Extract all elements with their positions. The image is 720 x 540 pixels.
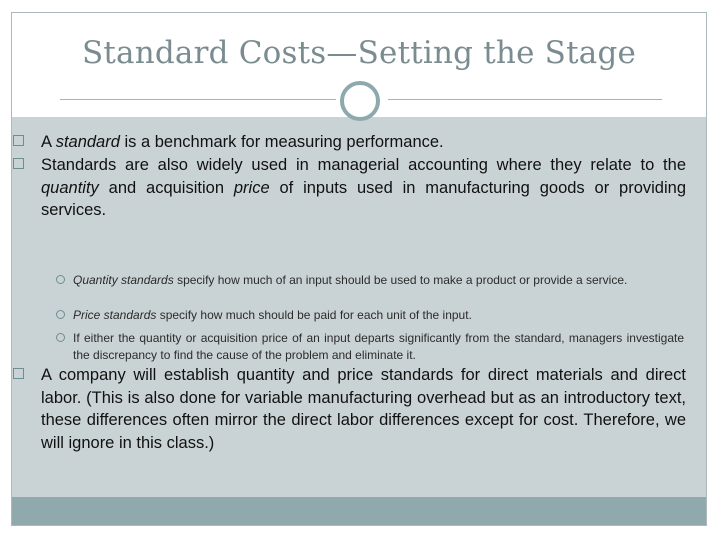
sub-bullet-price-standards — [73, 307, 684, 324]
text-run: is a benchmark for measuring performance. — [119, 133, 444, 151]
emphasis-text: standard — [55, 133, 120, 151]
emphasis-text: quantity — [41, 178, 99, 197]
ring-bullet-icon — [56, 333, 65, 342]
bullet-standard-definition — [41, 131, 686, 154]
ring-bullet-icon — [56, 275, 65, 284]
title-rule-left — [60, 99, 336, 100]
bullet-managerial-accounting — [41, 154, 686, 222]
text-run: specify how much should be paid for each unit of the input. — [156, 308, 472, 322]
text-run: and acquisition — [98, 178, 234, 197]
square-bullet-icon — [13, 135, 24, 146]
text-run: of inputs used in manufacturing goods or providing services. — [41, 178, 687, 219]
square-bullet-icon — [13, 368, 24, 379]
slide — [11, 12, 707, 526]
emphasis-text: price — [233, 178, 270, 197]
text-run: If either the quantity or acquisition price of an input departs significantly from the standard, managers investigate the discrepancy to find the cause of the problem and eliminate it. — [73, 331, 684, 362]
bullet-text — [73, 331, 684, 362]
bullet-text — [73, 308, 472, 322]
title-rule-right — [388, 99, 662, 100]
ring-bullet-icon — [56, 310, 65, 319]
bullet-text — [41, 156, 686, 219]
emphasis-text: Quantity standards — [73, 273, 174, 287]
content-area — [12, 117, 706, 497]
bullet-text — [41, 133, 444, 151]
text-run: A — [41, 133, 56, 151]
sub-bullet-discrepancy — [73, 330, 684, 363]
footer-bar — [12, 497, 706, 526]
bullet-text — [41, 366, 686, 452]
text-run: specify how much of an input should be used to make a product or provide a service. — [173, 273, 628, 287]
square-bullet-icon — [13, 158, 24, 169]
text-run: A company will establish quantity and price standards for direct materials and direct labor. (This is also done for variable manufacturing overhead but as an introductory text, these differences often mirror the direct labor differences except for cost. Therefore, we will ignore in this class.) — [41, 366, 686, 452]
bullet-company-standards — [41, 364, 686, 454]
emphasis-text: Price standards — [73, 308, 157, 322]
text-run: Standards are also widely used in managerial accounting where they relate to the — [41, 156, 686, 174]
slide-title: Standard Costs—Setting the Stage — [81, 35, 637, 71]
sub-bullet-quantity-standards — [73, 272, 684, 289]
ring-ornament-icon — [340, 81, 380, 121]
bullet-text — [73, 273, 627, 287]
